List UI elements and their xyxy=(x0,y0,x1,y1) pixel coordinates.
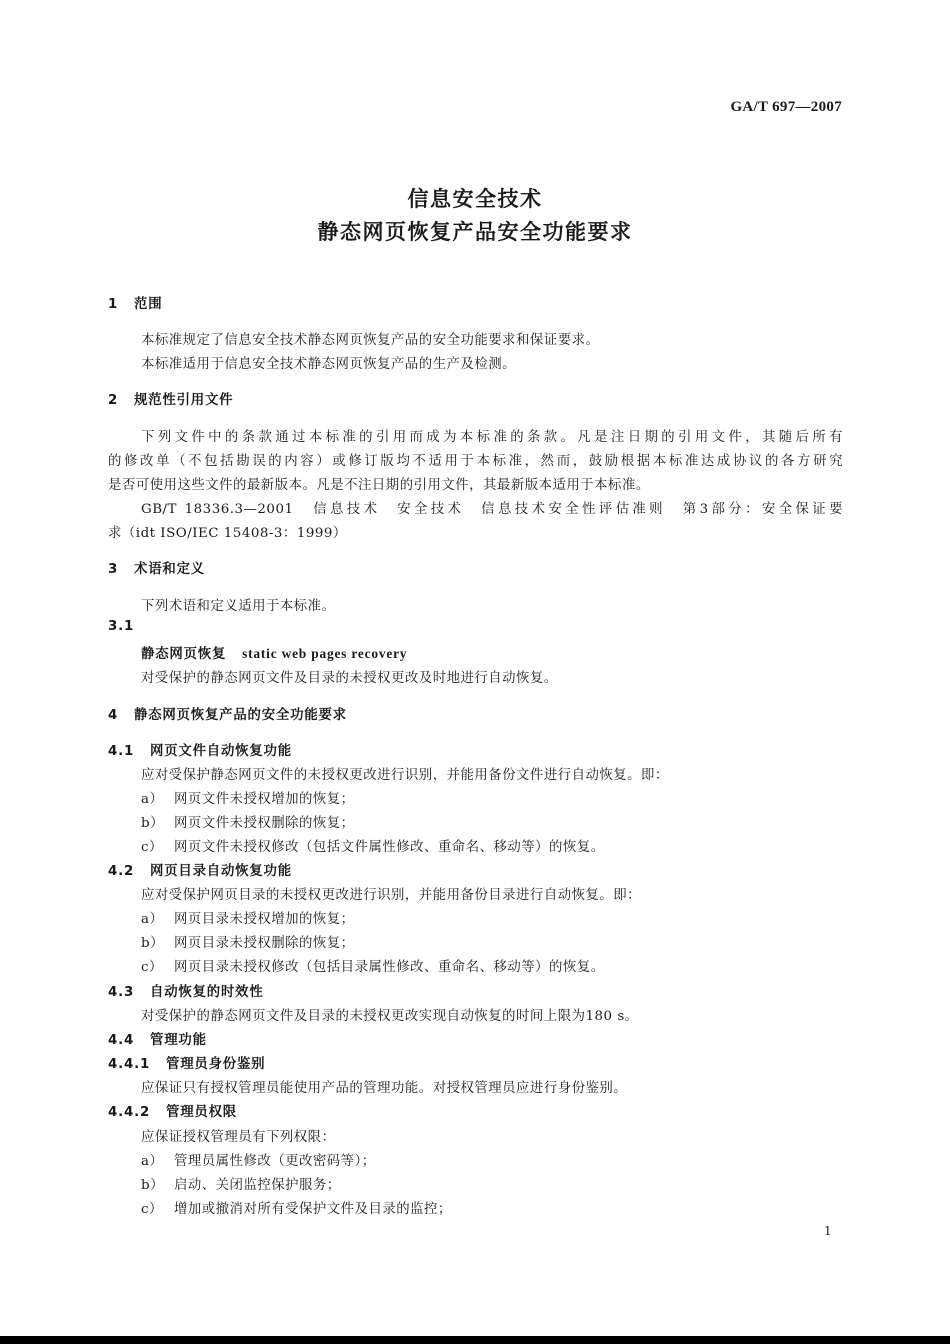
section-4-4-1-heading: 4.4.1 管理员身份鉴别 xyxy=(108,1057,266,1072)
list-item: a） 管理员属性修改（更改密码等）； xyxy=(141,1154,376,1169)
list-item: c） 网页目录未授权修改（包括目录属性修改、重命名、移动等）的恢复。 xyxy=(141,960,605,975)
list-item: b） 网页目录未授权删除的恢复； xyxy=(141,936,355,951)
section-3-heading: 3 术语和定义 xyxy=(108,562,205,577)
normative-reference-line-2: 求（idt ISO/IEC 15408-3：1999） xyxy=(108,526,347,541)
section-4-heading: 4 静态网页恢复产品的安全功能要求 xyxy=(108,708,347,723)
section-4-2-heading: 4.2 网页目录自动恢复功能 xyxy=(108,864,292,879)
section-1-para-1: 本标准规定了信息安全技术静态网页恢复产品的安全功能要求和保证要求。 xyxy=(141,333,600,348)
list-item: c） 网页文件未授权修改（包括文件属性修改、重命名、移动等）的恢复。 xyxy=(141,840,605,855)
section-2-para-line-2: 的修改单（不包括勘误的内容）或修订版均不适用于本标准，然而，鼓励根据本标准达成协议的各方研究 xyxy=(108,454,843,469)
section-4-3-heading: 4.3 自动恢复的时效性 xyxy=(108,985,264,1000)
section-4-3-para: 对受保护的静态网页文件及目录的未授权更改实现自动恢复的时间上限为180 s。 xyxy=(141,1009,639,1024)
list-item: a） 网页目录未授权增加的恢复； xyxy=(141,912,355,927)
normative-reference-line-1: GB/T 18336.3—2001 信息技术 安全技术 信息技术安全性评估准则 第3部分：安全保证要 xyxy=(141,502,843,517)
clause-3-1-number: 3.1 xyxy=(108,619,135,634)
section-4-1-para: 应对受保护静态网页文件的未授权更改进行识别，并能用备份文件进行自动恢复。即： xyxy=(141,768,669,783)
section-4-2-para: 应对受保护网页目录的未授权更改进行识别，并能用备份目录进行自动恢复。即： xyxy=(141,888,642,903)
section-4-4-heading: 4.4 管理功能 xyxy=(108,1033,207,1048)
section-4-4-1-para: 应保证只有授权管理员能使用产品的管理功能。对授权管理员应进行身份鉴别。 xyxy=(141,1081,628,1096)
section-4-1-heading: 4.1 网页文件自动恢复功能 xyxy=(108,744,292,759)
list-item: a） 网页文件未授权增加的恢复； xyxy=(141,792,355,807)
document-title-line2: 静态网页恢复产品安全功能要求 xyxy=(317,220,633,244)
term-english: static web pages recovery xyxy=(242,646,408,661)
section-3-para: 下列术语和定义适用于本标准。 xyxy=(141,599,336,614)
standard-number: GA/T 697—2007 xyxy=(730,99,842,115)
term-heading xyxy=(141,643,407,662)
list-item: c） 增加或撤消对所有受保护文件及目录的监控； xyxy=(141,1202,452,1217)
section-2-para-line-1: 下列文件中的条款通过本标准的引用而成为本标准的条款。凡是注日期的引用文件，其随后所有 xyxy=(141,430,843,445)
bottom-border xyxy=(0,1336,950,1344)
section-1-para-2: 本标准适用于信息安全技术静态网页恢复产品的生产及检测。 xyxy=(141,357,517,372)
term-definition: 对受保护的静态网页文件及目录的未授权更改及时地进行自动恢复。 xyxy=(141,671,558,686)
page-number: 1 xyxy=(824,1224,832,1238)
section-2-para-line-3: 是否可使用这些文件的最新版本。凡是不注日期的引用文件，其最新版本适用于本标准。 xyxy=(108,478,650,493)
term-chinese: 静态网页恢复 xyxy=(141,647,227,662)
document-title-line1: 信息安全技术 xyxy=(407,187,543,211)
section-4-4-2-para: 应保证授权管理员有下列权限： xyxy=(141,1130,336,1145)
list-item: b） 网页文件未授权删除的恢复； xyxy=(141,816,355,831)
section-2-heading: 2 规范性引用文件 xyxy=(108,393,234,408)
section-4-4-2-heading: 4.4.2 管理员权限 xyxy=(108,1105,237,1120)
section-1-heading: 1 范围 xyxy=(108,297,163,312)
list-item: b） 启动、关闭监控保护服务； xyxy=(141,1178,341,1193)
